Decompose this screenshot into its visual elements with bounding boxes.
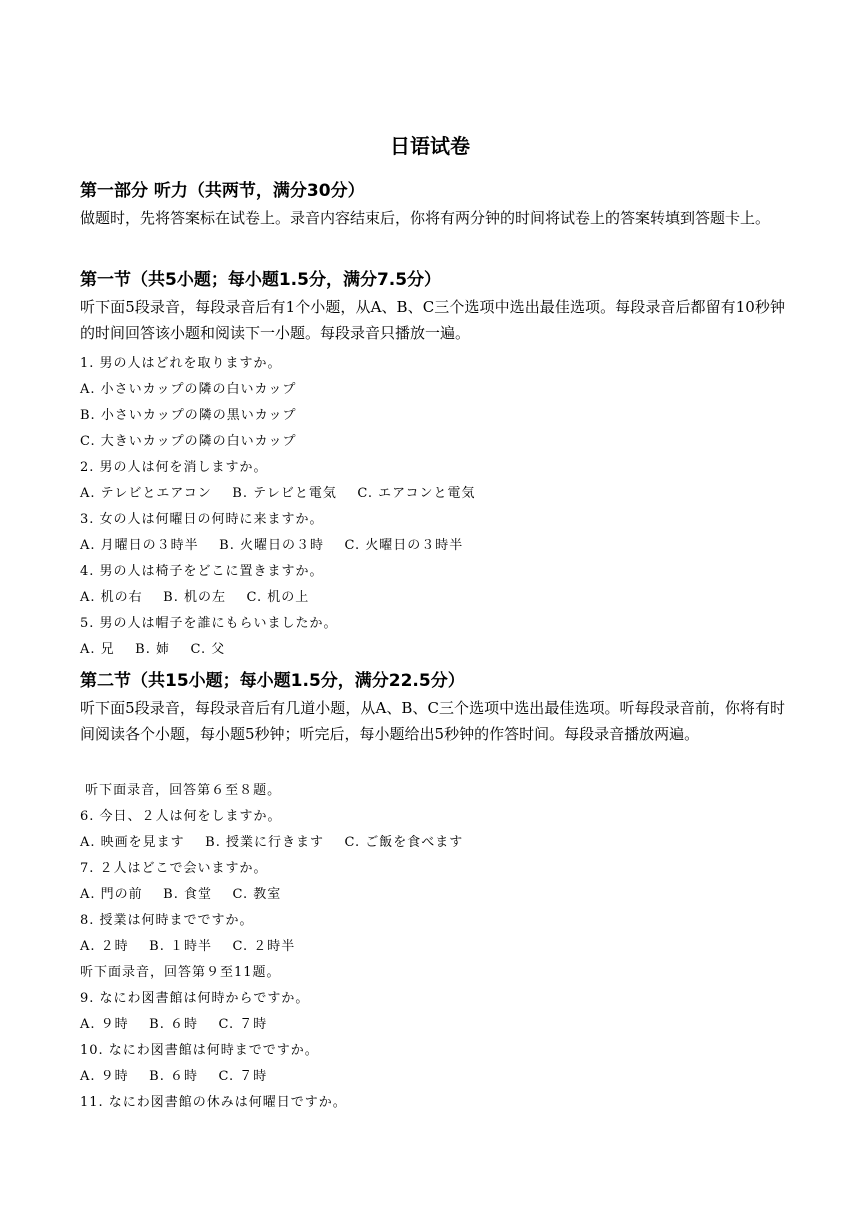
question-line: 10. なにわ図書館は何時までですか。 [80,1043,319,1058]
part1-instruction: 做题时，先将答案标在试卷上。录音内容结束后，你将有两分钟的时间将试卷上的答案转填到答题卡上。 [80,209,771,227]
question-line: 11. なにわ図書館の休みは何曜日ですか。 [80,1095,347,1110]
option-line: C. 大きいカップの隣の白いカップ [80,434,297,449]
option-line: A. 映画を見ます B. 授業に行きます C. ご飯を食べます [80,835,464,850]
option-line: A. 机の右 B. 机の左 C. 机の上 [80,590,310,605]
section2-instruction: 听下面5段录音，每段录音后有几道小题，从A、B、C三个选项中选出最佳选项。听每段录音前，你将有时间阅读各个小题，每小题5秒钟；听完后，每小题给出5秒钟的作答时间。每段录音播放两遍。 [80,699,785,743]
question-line: 9. なにわ図書館は何時からですか。 [80,991,310,1006]
listening-prompt: 听下面录音，回答第６至８题。 [80,783,282,798]
section2-heading: 第二节（共15小题；每小题1.5分，满分22.5分） [80,671,465,691]
question-line: 6. 今日、２人は何をしますか。 [80,809,282,824]
question-line: 7. ２人はどこで会いますか。 [80,861,268,876]
section1-instruction: 听下面5段录音，每段录音后有1个小题，从A、B、C三个选项中选出最佳选项。每段录音后都留有10秒钟的时间回答该小题和阅读下一小题。每段录音只播放一遍。 [80,298,785,342]
option-line: A. 門の前 B. 食堂 C. 教室 [80,887,282,902]
option-line: A. テレビとエアコン B. テレビと電気 C. エアコンと電気 [80,486,476,501]
question-line: 8. 授業は何時までですか。 [80,913,254,928]
option-line: B. 小さいカップの隣の黒いカップ [80,408,297,423]
option-line: A. ９時 B. ６時 C. ７時 [80,1069,268,1084]
question-line: 4. 男の人は椅子をどこに置きますか。 [80,564,324,579]
question-line: 5. 男の人は帽子を誰にもらいましたか。 [80,616,338,631]
option-line: A. 月曜日の３時半 B. 火曜日の３時 C. 火曜日の３時半 [80,538,464,553]
question-line: 1. 男の人はどれを取りますか。 [80,356,282,371]
question-line: 2. 男の人は何を消しますか。 [80,460,268,475]
listening-prompt: 听下面录音，回答第９至11题。 [80,965,281,980]
option-line: A. 兄 B. 姉 C. 父 [80,642,226,657]
page-title: 日语试卷 [390,134,470,158]
option-line: A. 小さいカップの隣の白いカップ [80,382,297,397]
section1-heading: 第一节（共5小题；每小题1.5分，满分7.5分） [80,270,442,290]
question-line: 3. 女の人は何曜日の何時に来ますか。 [80,512,324,527]
part1-heading: 第一部分 听力（共两节，满分30分） [80,181,365,201]
option-line: A. ９時 B. ６時 C. ７時 [80,1017,268,1032]
option-line: A. ２時 B. １時半 C. ２時半 [80,939,296,954]
